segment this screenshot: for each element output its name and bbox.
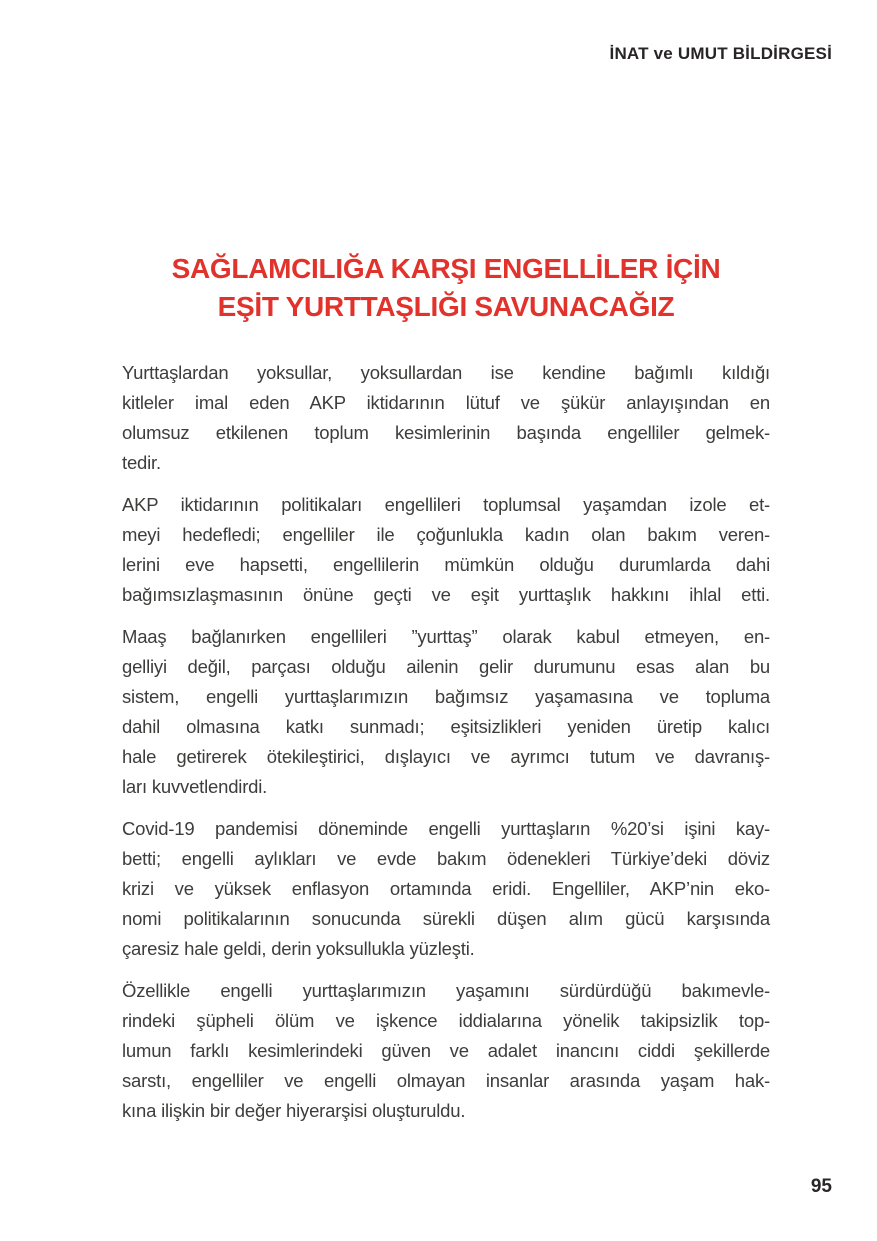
paragraph-line: Özellikle engelli yurttaşlarımızın yaşamını sürdürdüğü bakımevle-: [122, 980, 770, 1001]
paragraph-line: Yurttaşlardan yoksullar, yoksullardan ise kendine bağımlı kıldığı: [122, 362, 770, 383]
paragraph-line: ları kuvvetlendirdi.: [122, 776, 268, 797]
body-paragraph-5: [122, 976, 770, 1126]
paragraph-line: AKP iktidarının politikaları engellileri toplumsal yaşamdan izole et-: [122, 494, 770, 515]
body-paragraph-3: [122, 622, 770, 802]
body-paragraph-2: [122, 490, 770, 610]
paragraph-line: kitleler imal eden AKP iktidarının lütuf ve şükür anlayışından en: [122, 392, 770, 413]
paragraph-line: lumun farklı kesimlerindeki güven ve adalet inancını ciddi şekillerde: [122, 1040, 770, 1061]
paragraph-line: kına ilişkin bir değer hiyerarşisi oluşturuldu.: [122, 1100, 466, 1121]
section-title: [122, 250, 770, 326]
paragraph-line: olumsuz etkilenen toplum kesimlerinin başında engelliler gelmek-: [122, 422, 770, 443]
body-text: [122, 358, 770, 1138]
body-paragraph-4: [122, 814, 770, 964]
paragraph-line: nomi politikalarının sonucunda sürekli düşen alım gücü karşısında: [122, 908, 770, 929]
paragraph-line: Covid-19 pandemisi döneminde engelli yurttaşların %20’si işini kay-: [122, 818, 770, 839]
paragraph-line: krizi ve yüksek enflasyon ortamında eridi. Engelliler, AKP’nin eko-: [122, 878, 770, 899]
paragraph-line: meyi hedefledi; engelliler ile çoğunlukla kadın olan bakım veren-: [122, 524, 770, 545]
paragraph-line: bağımsızlaşmasının önüne geçti ve eşit yurttaşlık hakkını ihlal etti.: [122, 584, 770, 605]
section-title-line-2: EŞİT YURTTAŞLIĞI SAVUNACAĞIZ: [217, 291, 675, 322]
paragraph-line: betti; engelli aylıkları ve evde bakım ödenekleri Türkiye’deki döviz: [122, 848, 770, 869]
section-title-line-1: SAĞLAMCILIĞA KARŞI ENGELLİLER İÇİN: [171, 253, 721, 284]
running-header: İNAT ve UMUT BİLDİRGESİ: [609, 44, 832, 63]
paragraph-line: dahil olmasına katkı sunmadı; eşitsizlikleri yeniden üretip kalıcı: [122, 716, 770, 737]
paragraph-line: çaresiz hale geldi, derin yoksullukla yüzleşti.: [122, 938, 475, 959]
paragraph-line: Maaş bağlanırken engellileri ”yurttaş” olarak kabul etmeyen, en-: [122, 626, 770, 647]
paragraph-line: sistem, engelli yurttaşlarımızın bağımsız yaşamasına ve topluma: [122, 686, 770, 707]
paragraph-line: gelliyi değil, parçası olduğu ailenin gelir durumunu esas alan bu: [122, 656, 770, 677]
paragraph-line: tedir.: [122, 452, 161, 473]
page-number: 95: [810, 1176, 832, 1197]
paragraph-line: sarstı, engelliler ve engelli olmayan insanlar arasında yaşam hak-: [122, 1070, 770, 1091]
paragraph-line: lerini eve hapsetti, engellilerin mümkün olduğu durumlarda dahi: [122, 554, 770, 575]
body-paragraph-1: [122, 358, 770, 478]
paragraph-line: hale getirerek ötekileştirici, dışlayıcı ve ayrımcı tutum ve davranış-: [122, 746, 770, 767]
paragraph-line: rindeki şüpheli ölüm ve işkence iddialarına yönelik takipsizlik top-: [122, 1010, 770, 1031]
